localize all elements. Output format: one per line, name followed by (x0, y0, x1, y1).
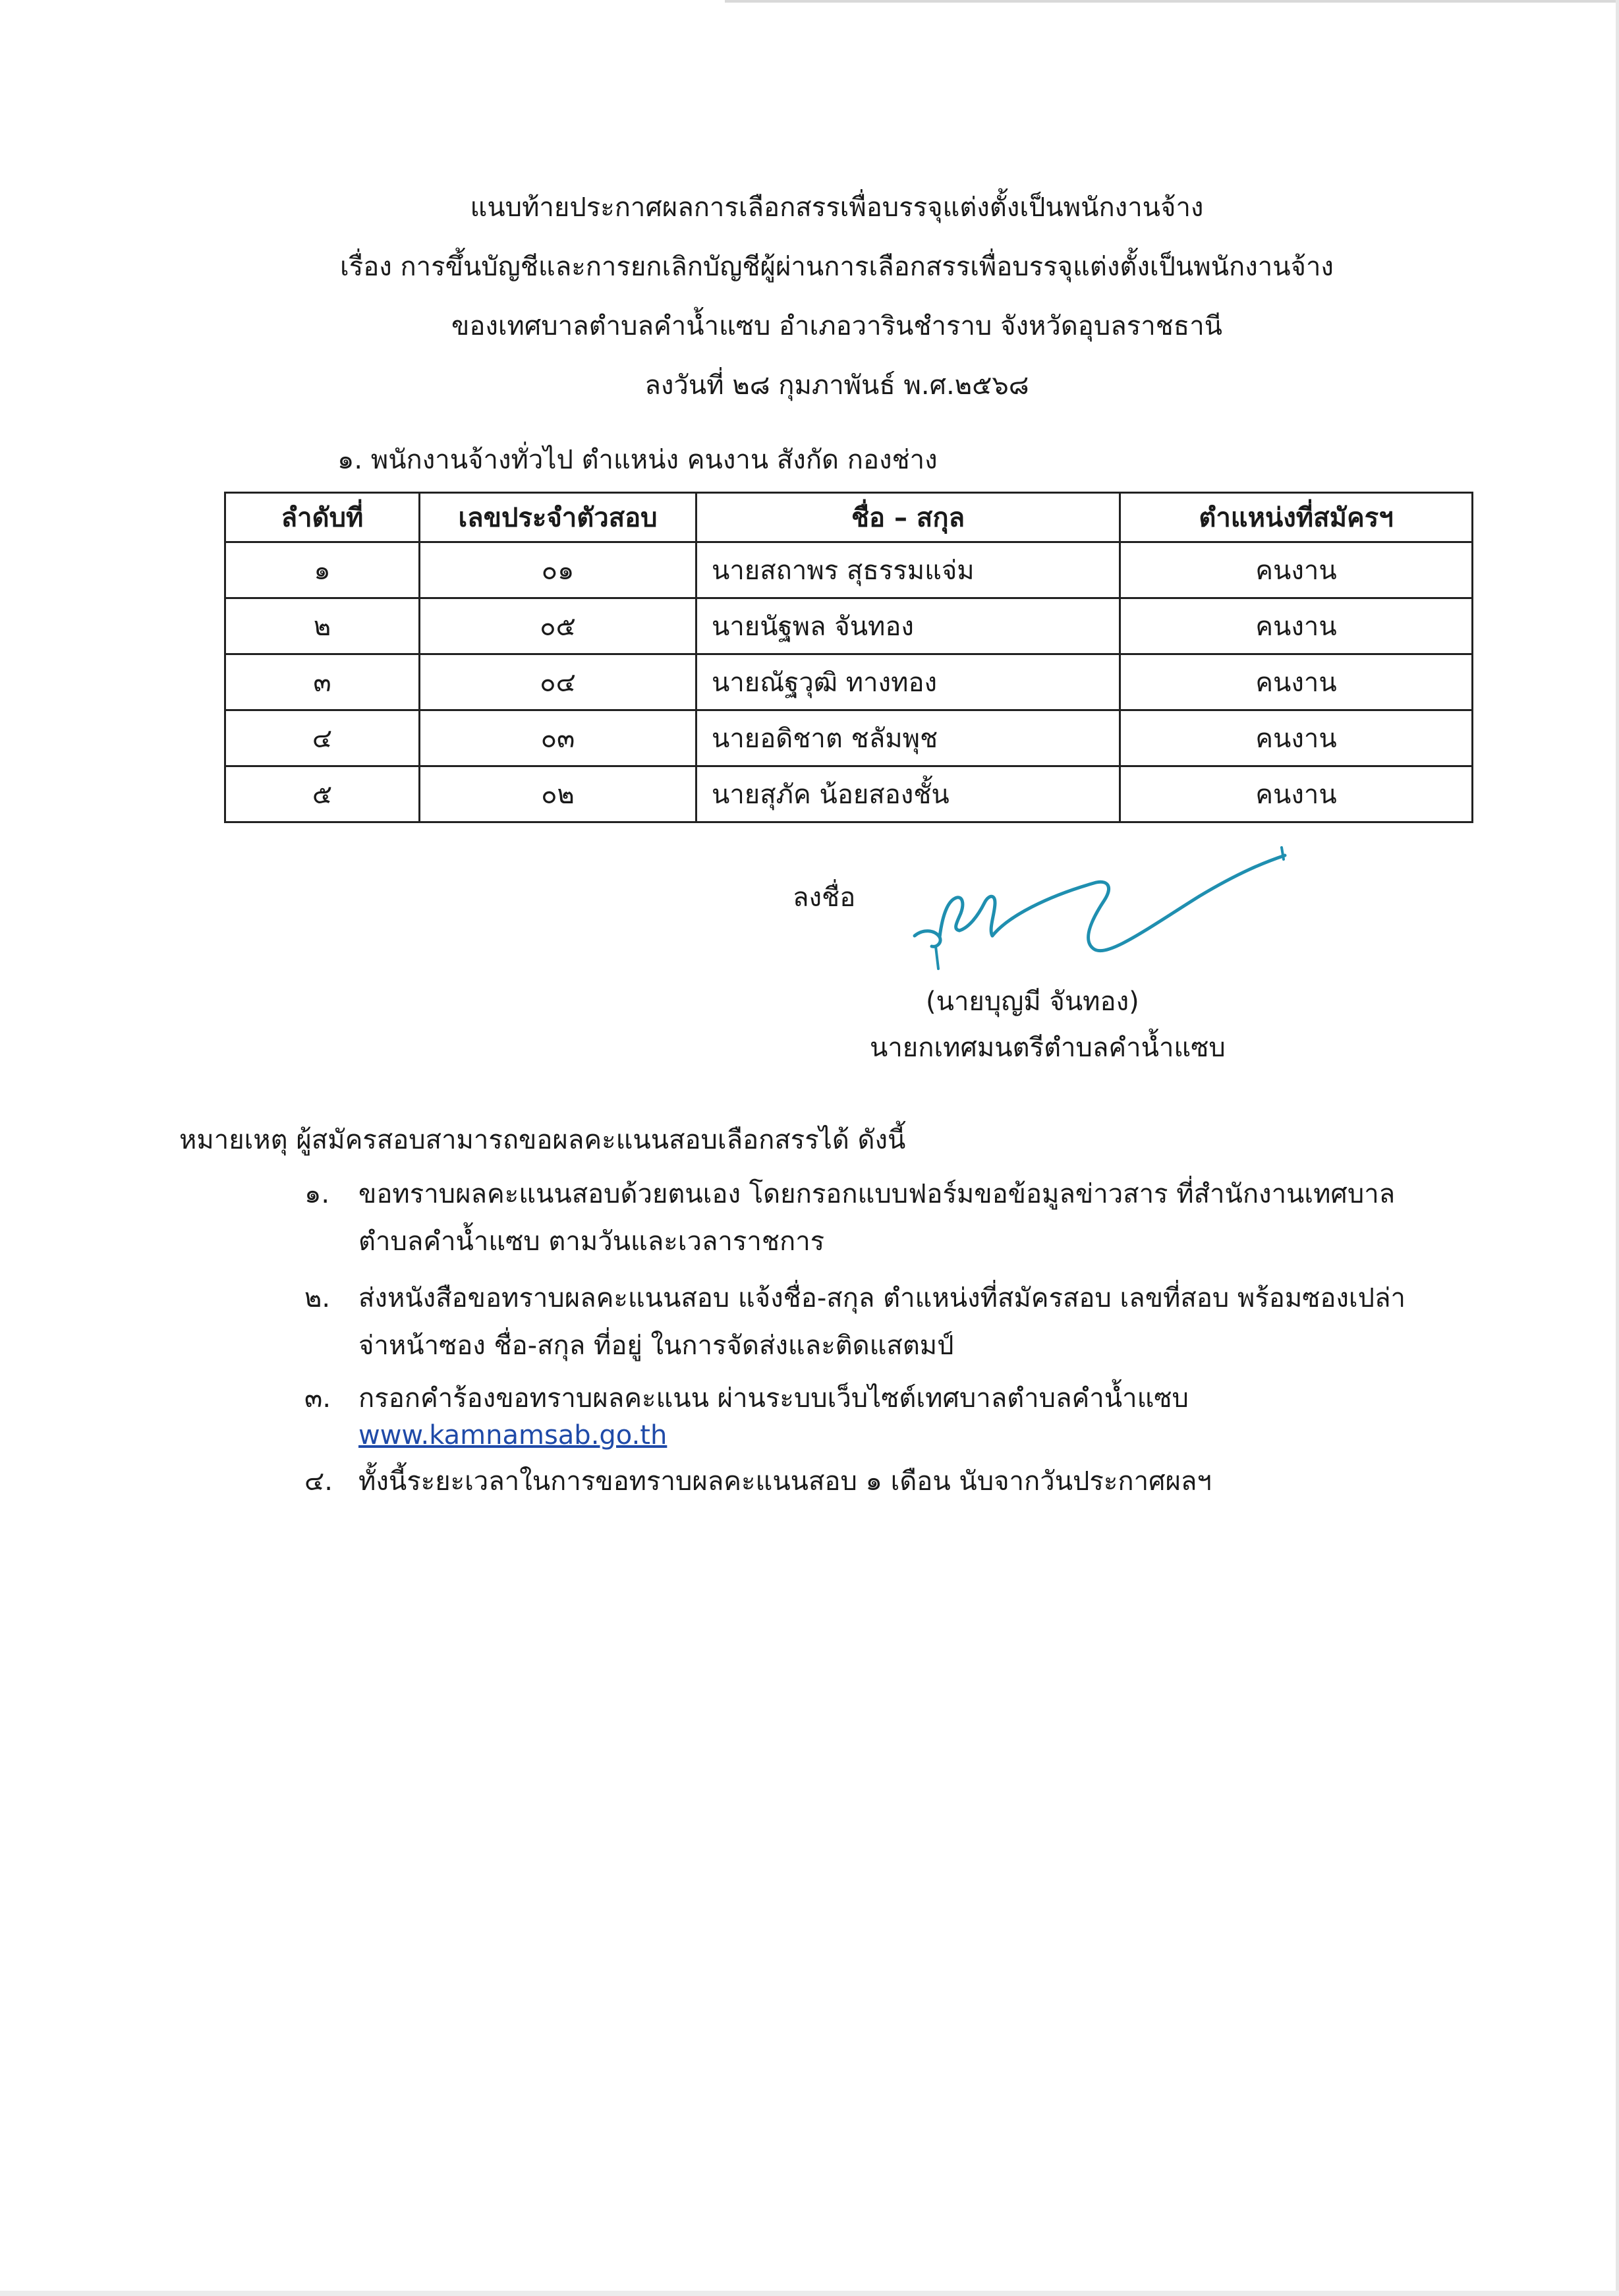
remark-number: ๔. (304, 1466, 333, 1497)
remark-text: ทั้งนี้ระยะเวลาในการขอทราบผลคะแนนสอบ ๑ เดือน นับจากวันประกาศผลฯ (358, 1466, 1212, 1497)
cell-order: ๒ (225, 598, 420, 654)
remark-text: ขอทราบผลคะแนนสอบด้วยตนเอง โดยกรอกแบบฟอร์มขอข้อมูลข่าวสาร ที่สำนักงานเทศบาล (358, 1179, 1396, 1209)
cell-order: ๓ (225, 654, 420, 710)
cell-exam-id: ๐๑ (420, 542, 696, 598)
header-line-2: เรื่อง การขึ้นบัญชีและการยกเลิกบัญชีผู้ผ่านการเลือกสรรเพื่อบรรจุแต่งตั้งเป็นพนักงานจ้าง (340, 252, 1334, 282)
scan-edge-top (725, 0, 1619, 3)
cell-full-name: นายอดิชาต ชลัมพุช (696, 710, 1120, 766)
remark-text: จ่าหน้าซอง ชื่อ-สกุล ที่อยู่ ในการจัดส่งและติดแสตมป์ (358, 1331, 954, 1361)
header-full-name: ชื่อ – สกุล (696, 493, 1120, 542)
remark-text: กรอกคำร้องขอทราบผลคะแนน ผ่านระบบเว็บไซต์เทศบาลตำบลคำน้ำแซบ (358, 1383, 1189, 1414)
results-table (224, 492, 1473, 823)
header-line-1: แนบท้ายประกาศผลการเลือกสรรเพื่อบรรจุแต่งตั้งเป็นพนักงานจ้าง (470, 192, 1204, 223)
header-line-3: ของเทศบาลตำบลคำน้ำแซบ อำเภอวารินชำราบ จังหวัดอุบลราชธานี (451, 311, 1223, 341)
table-row (225, 710, 1473, 766)
remark-number: ๒. (304, 1283, 331, 1313)
remark-text: ส่งหนังสือขอทราบผลคะแนนสอบ แจ้งชื่อ-สกุล ตำแหน่งที่สมัครสอบ เลขที่สอบ พร้อมซองเปล่า (358, 1283, 1406, 1313)
cell-full-name: นายณัฐวุฒิ ทางทอง (696, 654, 1120, 710)
signature-label: ลงชื่อ (793, 882, 856, 913)
document-header (0, 178, 1619, 415)
header-line-4: ลงวันที่ ๒๘ กุมภาพันธ์ พ.ศ.๒๕๖๘ (644, 370, 1029, 401)
signer-title: นายกเทศมนตรีตำบลคำน้ำแซบ (870, 1033, 1226, 1063)
table-header-row (225, 493, 1473, 542)
cell-order: ๑ (225, 542, 420, 598)
cell-order: ๕ (225, 766, 420, 822)
cell-position: คนงาน (1120, 598, 1473, 654)
cell-exam-id: ๐๓ (420, 710, 696, 766)
remark-number: ๑. (304, 1179, 330, 1209)
section-title: ๑. พนักงานจ้างทั่วไป ตำแหน่ง คนงาน สังกัด กองช่าง (337, 445, 938, 475)
cell-order: ๔ (225, 710, 420, 766)
table-row (225, 766, 1473, 822)
signer-name: (นายบุญมี จันทอง) (926, 987, 1139, 1017)
website-link[interactable]: www.kamnamsab.go.th (358, 1420, 667, 1450)
table-row (225, 542, 1473, 598)
scan-edge-bottom (0, 2291, 1619, 2296)
table-row (225, 598, 1473, 654)
cell-position: คนงาน (1120, 710, 1473, 766)
remarks-heading: หมายเหตุ ผู้สมัครสอบสามารถขอผลคะแนนสอบเลือกสรรได้ ดังนี้ (179, 1125, 906, 1155)
cell-exam-id: ๐๔ (420, 654, 696, 710)
header-position: ตำแหน่งที่สมัครฯ (1120, 493, 1473, 542)
cell-position: คนงาน (1120, 542, 1473, 598)
cell-position: คนงาน (1120, 654, 1473, 710)
cell-full-name: นายสุภัค น้อยสองชั้น (696, 766, 1120, 822)
cell-exam-id: ๐๒ (420, 766, 696, 822)
handwritten-signature (896, 837, 1305, 995)
cell-position: คนงาน (1120, 766, 1473, 822)
cell-exam-id: ๐๕ (420, 598, 696, 654)
cell-full-name: นายนัฐพล จันทอง (696, 598, 1120, 654)
header-exam-id: เลขประจำตัวสอบ (420, 493, 696, 542)
header-order: ลำดับที่ (225, 493, 420, 542)
cell-full-name: นายสถาพร สุธรรมแจ่ม (696, 542, 1120, 598)
remark-text: ตำบลคำน้ำแซบ ตามวันและเวลาราชการ (358, 1226, 825, 1257)
remark-number: ๓. (304, 1383, 331, 1414)
table-row (225, 654, 1473, 710)
